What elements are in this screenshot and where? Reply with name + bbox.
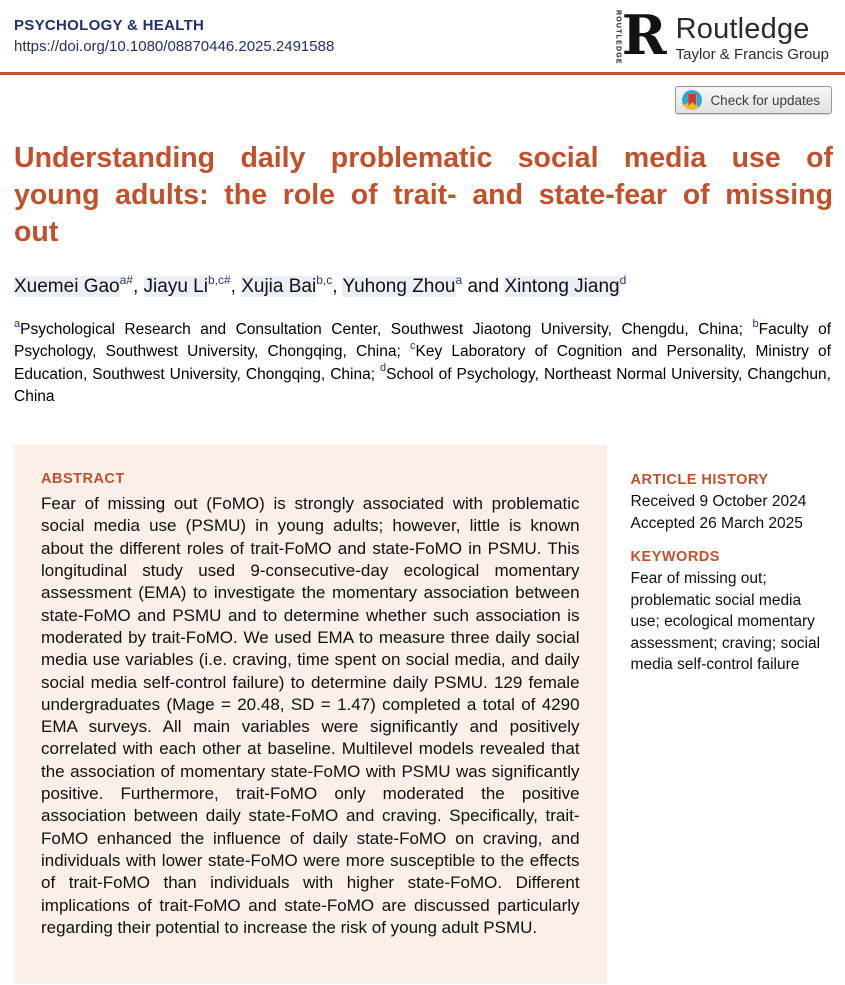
- author-list: [14, 272, 831, 298]
- author-affiliation-marker: b,c#: [207, 272, 231, 287]
- author-affiliation-marker: a: [455, 272, 463, 287]
- page-header: [0, 0, 845, 67]
- check-for-updates-label: Check for updates: [710, 92, 820, 108]
- affiliation-text: Psychological Research and Consultation Center, Southwest Jiaotong University, Chengdu, China;: [20, 321, 753, 338]
- check-for-updates-button[interactable]: [675, 86, 832, 114]
- author-name[interactable]: Yuhong Zhou: [342, 276, 456, 297]
- received-date: Received 9 October 2024: [630, 493, 807, 511]
- affiliation-text: Key Laboratory of Cognition and Personality, Ministry of Education, Southwest University, Chongqing, China;: [14, 343, 831, 383]
- author-name[interactable]: Xujia Bai: [241, 276, 317, 297]
- author-affiliation-marker: b,c: [316, 272, 333, 287]
- affiliations: [14, 319, 831, 408]
- publisher-name: Routledge: [675, 13, 810, 45]
- author-separator: ,: [332, 276, 343, 297]
- author-separator: ,: [230, 276, 242, 297]
- abstract-text: Fear of missing out (FoMO) is strongly associated with problematic social media use (PSMU) in young adults; however, little is known about the different roles of trait-FoMO and state-FoMO in PSMU. This longitudinal study used 9-consecutive-day ecological momentary assessment (EMA) to investigate the momentary association between state-FoMO and PSMU and to determine whether such association is moderated by trait-FoMO. We used EMA to measure three daily social media use variables (i.e. craving, time spent on social media, and daily social media self-control failure) to determine daily PSMU. 129 female undergraduates (Mage = 20.48, SD = 1.47) completed a total of 4290 EMA surveys. All main variables were significantly and positively correlated with each other at baseline. Multilevel models revealed that the association of momentary state-FoMO with PSMU was significantly positive. Furthermore, trait-FoMO only moderated the positive association between daily state-FoMO and craving. Specifically, trait-FoMO enhanced the influence of daily state-FoMO on craving, and individuals with lower state-FoMO were more susceptible to the effects of trait-FoMO than individuals with higher state-FoMO. Different implications of trait-FoMO and state-FoMO are discussed particularly regarding their potential to increase the risk of young adult PSMU.: [41, 494, 580, 937]
- bookmark-ribbon-icon: [688, 94, 696, 106]
- author-name[interactable]: Xuemei Gao: [14, 276, 120, 297]
- affiliation-text: Faculty of Psychology, Southwest University, Chongqing, China;: [14, 321, 831, 361]
- publisher-logo: [614, 3, 831, 67]
- title-line: young adults: the role of trait- and state-fear of missing: [14, 179, 833, 211]
- title-line: Understanding daily problematic social media use of: [14, 142, 833, 174]
- abstract-heading: ABSTRACT: [41, 471, 125, 488]
- routledge-r-icon: R: [621, 3, 667, 67]
- affiliation-marker: c: [409, 340, 416, 353]
- doi-link[interactable]: https://doi.org/10.1080/08870446.2025.2491588: [14, 38, 335, 55]
- author-separator: and: [462, 276, 505, 297]
- publisher-group: Taylor & Francis Group: [675, 46, 829, 63]
- affiliation-marker: b: [752, 317, 759, 330]
- author-separator: ,: [132, 276, 144, 297]
- author-name[interactable]: Jiayu Li: [143, 276, 208, 297]
- title-line: out: [14, 216, 59, 248]
- abstract-box: [14, 445, 607, 984]
- accepted-date: Accepted 26 March 2025: [630, 514, 803, 532]
- article-history-heading: ARTICLE HISTORY: [630, 472, 769, 489]
- keywords-heading: KEYWORDS: [630, 549, 720, 566]
- article-title: [14, 140, 833, 251]
- keywords-text: Fear of missing out; problematic social media use; ecological momentary assessment; craving; social media self-control failure: [630, 570, 821, 674]
- routledge-logo-mark: [614, 3, 667, 67]
- author-affiliation-marker: a#: [119, 272, 133, 287]
- publisher-text: [676, 7, 829, 63]
- article-meta-sidebar: [631, 445, 831, 984]
- journal-block: [14, 17, 334, 56]
- updates-row: [0, 75, 845, 115]
- author-affiliation-marker: d: [619, 272, 627, 287]
- journal-name: PSYCHOLOGY & HEALTH: [14, 17, 205, 34]
- routledge-vertical-text: ROUTLEDGE: [614, 10, 622, 65]
- affiliation-marker: a: [14, 317, 21, 330]
- affiliation-text: School of Psychology, Northeast Normal University, Changchun, China: [14, 365, 831, 405]
- article-history: [631, 491, 831, 534]
- crossmark-icon: [682, 90, 702, 110]
- abstract-section: [14, 445, 831, 984]
- author-name[interactable]: Xintong Jiang: [504, 276, 620, 297]
- affiliation-marker: d: [380, 362, 387, 375]
